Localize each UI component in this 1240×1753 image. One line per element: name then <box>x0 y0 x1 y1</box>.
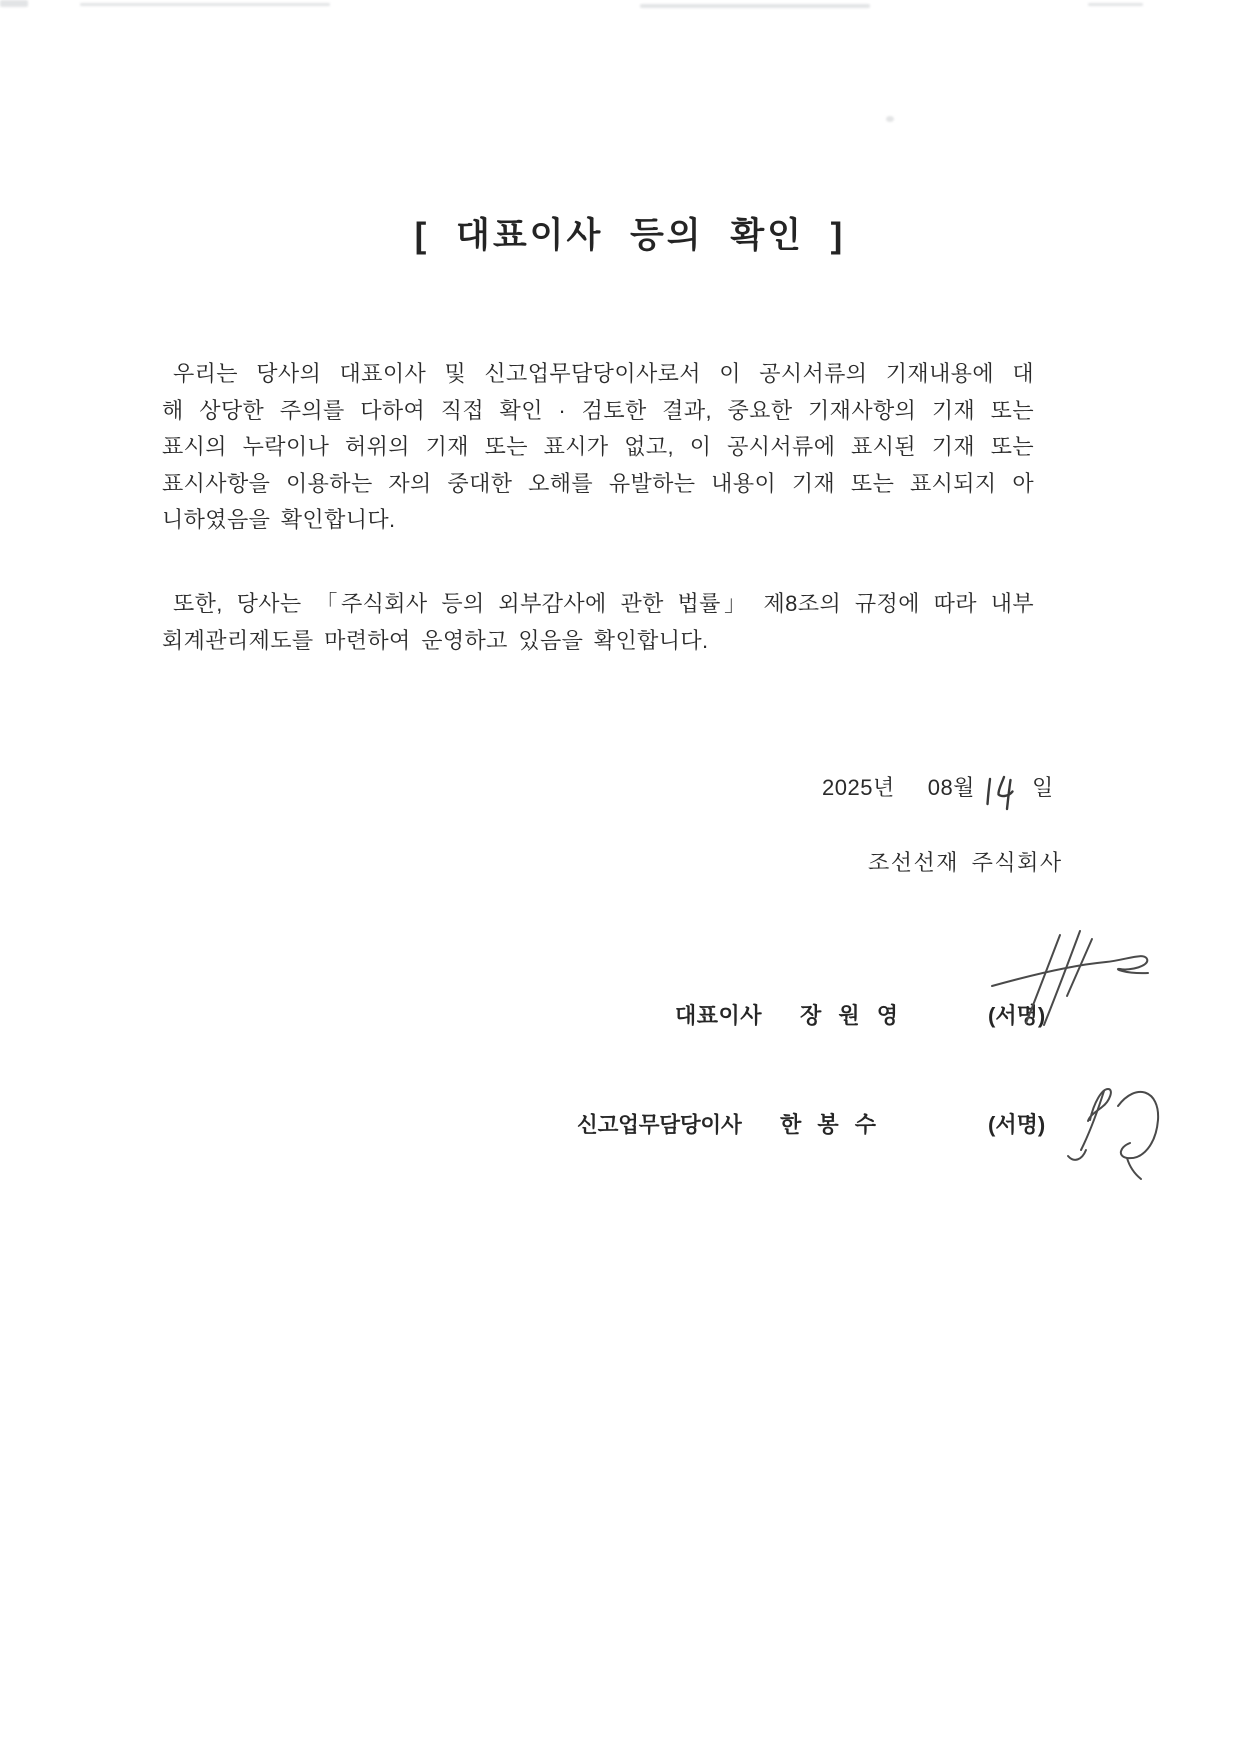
paragraph-line: 우리는 당사의 대표이사 및 신고업무담당이사로서 이 공시서류의 기재내용에 대 <box>173 361 1034 386</box>
paragraph-line: 또한, 당사는 「주식회사 등의 외부감사에 관한 법률」 제8조의 규정에 따라 내부 <box>173 591 1034 616</box>
paragraph-line: 해 상당한 주의를 다하여 직접 확인 · 검토한 결과, 중요한 기재사항의 기재 또는 <box>162 397 1034 423</box>
signer-name-ceo: 장 원 영 <box>800 1003 899 1028</box>
signature-label-reporting-officer: (서명) <box>988 1112 1046 1137</box>
reporting-officer-handwritten-signature <box>1060 1076 1175 1191</box>
company-name: 조선선재 주식회사 <box>868 850 1063 875</box>
paragraph-line: 표시사항을 이용하는 자의 중대한 오해를 유발하는 내용이 기재 또는 표시되지 아 <box>162 470 1034 496</box>
scan-streak <box>1088 3 1143 6</box>
signer-role-reporting-officer: 신고업무담당이사 <box>577 1113 742 1137</box>
handwritten-day <box>981 771 1017 811</box>
paragraph-line: 표시의 누락이나 허위의 기재 또는 표시가 없고, 이 공시서류에 표시된 기재 또는 <box>162 434 1034 460</box>
signer-name-reporting-officer: 한 봉 수 <box>780 1112 877 1137</box>
scan-streak <box>0 0 28 7</box>
scan-speck <box>886 116 894 122</box>
signer-role-ceo: 대표이사 <box>675 1003 763 1028</box>
paragraph-line: 회계관리제도를 마련하여 운영하고 있음을 확인합니다. <box>162 627 709 653</box>
date-line <box>822 773 1054 811</box>
document-title: [ 대표이사 등의 확인 ] <box>414 216 846 255</box>
signature-label-ceo: (서명) <box>988 1003 1046 1028</box>
ceo-handwritten-signature <box>988 928 1163 1033</box>
date-day-suffix: 일 <box>1031 775 1054 800</box>
internal-control-paragraph <box>162 586 1034 659</box>
confirmation-paragraph <box>162 356 1034 539</box>
date-year: 2025년 <box>822 775 895 800</box>
scan-streak <box>80 3 330 6</box>
date-month: 08월 <box>927 775 975 800</box>
scan-streak <box>640 4 870 8</box>
paragraph-line: 니하였음을 확인합니다. <box>162 507 396 533</box>
